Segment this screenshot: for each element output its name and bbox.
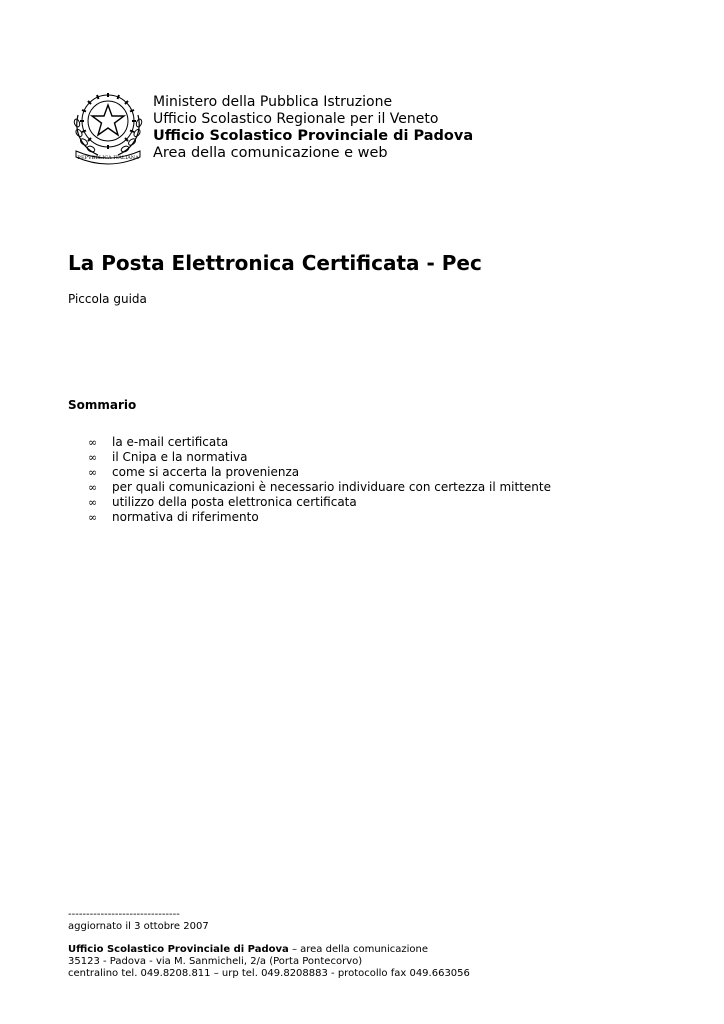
infinity-bullet-icon: ∞: [88, 481, 98, 494]
department-name: Area della comunicazione e web: [153, 145, 388, 161]
list-item: [88, 450, 551, 465]
list-item: [88, 510, 551, 525]
footer-office-line: [68, 944, 470, 956]
list-item-text: la e-mail certificata: [112, 435, 229, 449]
document-subtitle: Piccola guida: [68, 292, 147, 306]
last-updated: aggiornato il 3 ottobre 2007: [68, 921, 209, 932]
infinity-bullet-icon: ∞: [88, 511, 98, 524]
footer: [68, 909, 470, 980]
provincial-office-name: Ufficio Scolastico Provinciale di Padova: [153, 128, 474, 144]
list-item-text: il Cnipa e la normativa: [112, 450, 248, 464]
list-item: [88, 465, 551, 480]
ministry-name: Ministero della Pubblica Istruzione: [153, 94, 393, 110]
list-item-text: per quali comunicazioni è necessario individuare con certezza il mittente: [112, 480, 551, 494]
list-item: [88, 495, 551, 510]
list-item: [88, 480, 551, 495]
svg-text:REPVBBLICA ITALIANA: REPVBBLICA ITALIANA: [77, 155, 139, 161]
summary-heading: Sommario: [68, 398, 137, 412]
summary-list: [88, 435, 551, 525]
list-item-text: come si accerta la provenienza: [112, 465, 300, 479]
list-item-text: normativa di riferimento: [112, 510, 259, 524]
infinity-bullet-icon: ∞: [88, 496, 98, 509]
footer-address: 35123 - Padova - via M. Sanmicheli, 2/a (Porta Pontecorvo): [68, 956, 363, 967]
regional-office-name: Ufficio Scolastico Regionale per il Veneto: [153, 111, 439, 127]
infinity-bullet-icon: ∞: [88, 451, 98, 464]
infinity-bullet-icon: ∞: [88, 466, 98, 479]
footer-office-name: Ufficio Scolastico Provinciale di Padova: [68, 944, 289, 955]
document-title: La Posta Elettronica Certificata - Pec: [68, 251, 482, 275]
infinity-bullet-icon: ∞: [88, 436, 98, 449]
italian-republic-emblem-icon: [68, 85, 148, 165]
footer-separator: -------------------------------: [68, 909, 180, 920]
header-block: [153, 94, 473, 162]
list-item-text: utilizzo della posta elettronica certificata: [112, 495, 357, 509]
footer-contacts: centralino tel. 049.8208.811 – urp tel. 049.8208883 - protocollo fax 049.663056: [68, 968, 470, 979]
list-item: [88, 435, 551, 450]
footer-office-department: – area della comunicazione: [288, 944, 429, 955]
